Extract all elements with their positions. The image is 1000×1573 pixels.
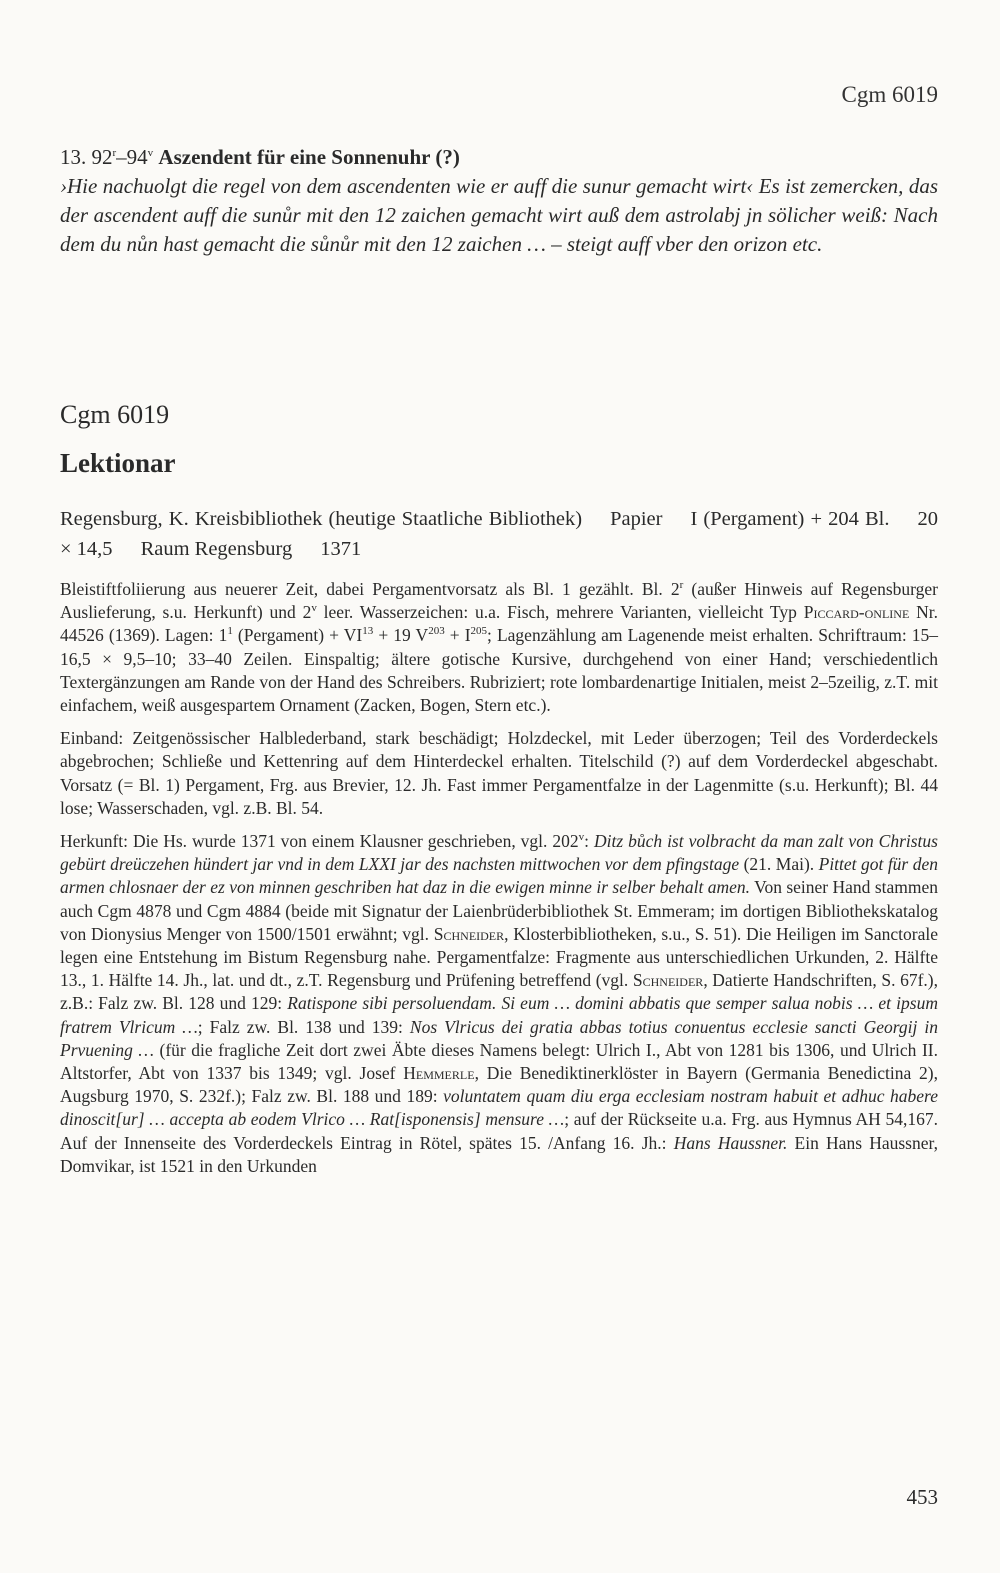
entry-13-title: Aszendent für eine Sonnenuhr (?) (158, 145, 460, 169)
running-head: Cgm 6019 (841, 82, 938, 107)
page-number: 453 (906, 1485, 938, 1509)
manuscript-description (60, 504, 938, 1188)
entry-13-heading: 13. 92$^r$–94$^v$ Aszendent für eine Sonnenuhr (?) (60, 145, 460, 169)
entry-13-text: ›Hie nachuolgt die regel von dem ascendenten wie er auff die sunur gemacht wirt‹ Es ist zemercken, das der ascendent auff die sunůr mit den 12 zaichen gemacht wirt auß dem astrolabj jn sölicher weiß: Nach dem du nůn hast gemacht die sůnůr mit den 12 zaichen … – steigt auff vber den orizon etc. (60, 174, 938, 256)
provenance-description: Herkunft: Die Hs. wurde 1371 von einem Klausner geschrieben, vgl. 202$^v$: Ditz bůch ist volbracht da man zalt von Christus gebürt dreüczehen hündert jar vnd in dem LXXI jar des nachsten mittwochen vor dem pfingstage (21. Mai). Pittet got für den armen chlosnaer der ez von minnen geschriben hat daz in die ewigen minne ir selber behalt amen. Von seiner Hand stammen auch Cgm 4878 und Cgm 4884 (beide mit Signatur der Laienbrüderbibliothek St. Emmeram; im dortigen Bibliothekskatalog von Dionysius Menger von 1500/1501 erwähnt; vgl. Schneider, Klosterbibliotheken, s.u., S. 51). Die Heiligen im Sanctorale legen eine Entstehung im Bistum Regensburg nahe. Pergamentfalze: Fragmente aus unterschiedlichen Urkunden, 2. Hälfte 13., 1. Hälfte 14. Jh., lat. und dt., z.T. Regensburg und Prüfening betreffend (vgl. Schneider, Datierte Handschriften, S. 67f.), z.B.: Falz zw. Bl. 128 und 129: Ratispone sibi persoluendam. Si eum … domini abbatis que semper salua nobis … et ipsum fratrem Vlricum …; Falz zw. Bl. 138 und 139: Nos Vlricus dei gratia abbas totius conuentus ecclesie sancti Georgij in Prvuening … (für die fragliche Zeit dort zwei Äbte dieses Namens belegt: Ulrich I., Abt von 1281 bis 1306, und Ulrich II. Altstorfer, Abt von 1337 bis 1349; vgl. Josef Hemmerle, Die Benediktinerklöster in Bayern (Germania Benedictina 2), Augsburg 1970, S. 232f.); Falz zw. Bl. 188 und 189: voluntatem quam diu erga ecclesiam nostram habuit et adhuc habere dinoscit[ur] … accepta ab eodem Vlrico … Rat[isponensis] mensure …; auf der Rückseite u.a. Frg. aus Hymnus AH 54,167. Auf der Innenseite des Vorderdeckels Eintrag in Rötel, spätes 15. /Anfang 16. Jh.: Hans Haussner. Ein Hans Haussner, Domvikar, ist 1521 in den Urkunden (60, 831, 938, 1176)
shelfmark-line: Regensburg, K. Kreisbibliothek (heutige Staatliche Bibliothek) Papier I (Pergament) + 204 Bl. 20 × 14,5 Raum Regensburg 1371 (60, 508, 938, 560)
manuscript-signature: Cgm 6019 (60, 400, 170, 429)
entry-13 (60, 142, 938, 259)
binding-description: Einband: Zeitgenössischer Halblederband, stark beschädigt; Holzdeckel, mit Leder überzogen; Teil des Vorderdeckels abgebrochen; Schließe und Kettenring auf dem Hinterdeckel erhalten. Titelschild (?) auf dem Vorderdeckel abgeschabt. Vorsatz (= Bl. 1) Pergament, Frg. aus Brevier, 12. Jh. Fast immer Pergamentfalze in der Lagenmitte (s.u. Herkunft); Bl. 44 lose; Wasserschaden, vgl. z.B. Bl. 54. (60, 728, 938, 818)
document-page (60, 0, 938, 1573)
physical-description: Bleistiftfoliierung aus neuerer Zeit, dabei Pergamentvorsatz als Bl. 1 gezählt. Bl. 2$^r$ (außer Hinweis auf Regensburger Auslieferung, s.u. Herkunft) und 2$^v$ leer. Wasserzeichen: u.a. Fisch, mehrere Varianten, vielleicht Typ Piccard-online Nr. 44526 (1369). Lagen: $1^1$ (Pergament) + $VI^{13} + 19$ $V^{203} + I^{205}$; Lagenzählung am Lagenende meist erhalten. Schriftraum: 15–16,5 × 9,5–10; 33–40 Zeilen. Einspaltig; ältere gotische Kursive, durchgehend von einer Hand; verschiedentlich Textergänzungen am Rande von der Hand des Schreibers. Rubriziert; rote lombardenartige Initialen, meist 2–5zeilig, z.T. mit einfachem, weiß ausgespartem Ornament (Zacken, Bogen, Stern etc.). (60, 579, 938, 716)
manuscript-title: Lektionar (60, 448, 176, 478)
